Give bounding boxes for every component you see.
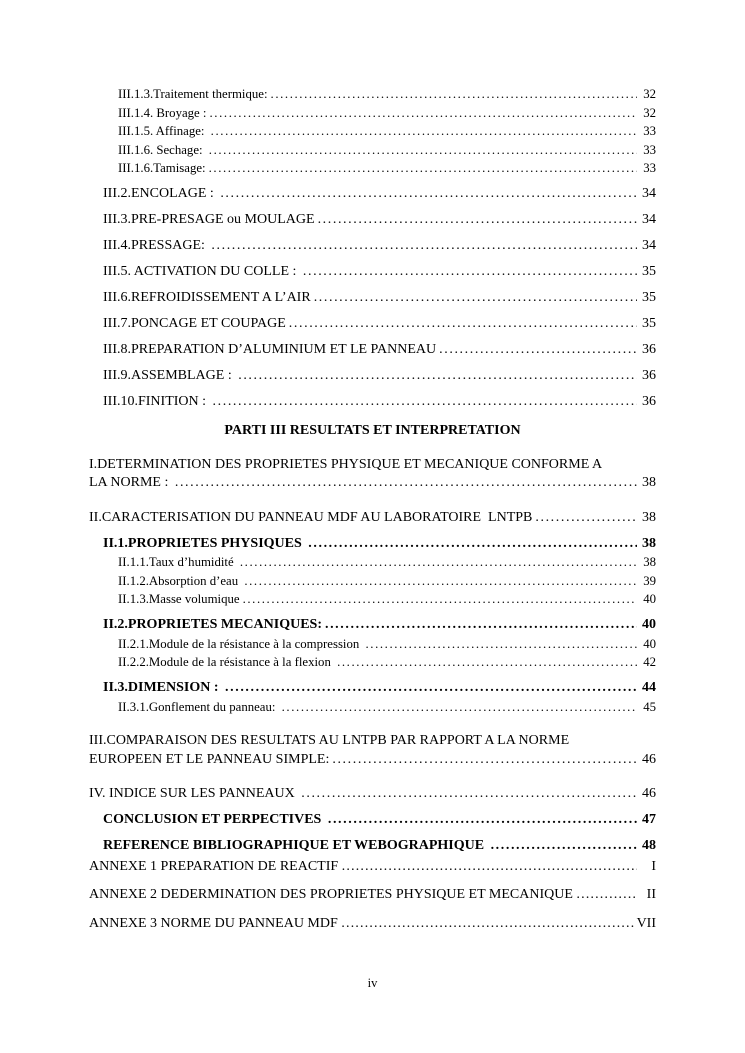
- toc-page-number: 39: [643, 573, 656, 588]
- toc-entry: [89, 393, 656, 412]
- toc-entry: [89, 915, 656, 934]
- toc-entry: [89, 858, 656, 877]
- toc-entry-text: III.10.FINITION :: [103, 394, 210, 409]
- toc-page-number: 40: [642, 617, 656, 632]
- toc-page-number: VII: [636, 915, 656, 931]
- toc-entry: [89, 653, 656, 672]
- toc-entry: [89, 811, 656, 830]
- toc-entry: [89, 85, 656, 104]
- toc-entry: [89, 141, 656, 160]
- toc-entry-text: LA NORME :: [89, 475, 172, 490]
- toc-page-number: 46: [642, 751, 656, 767]
- toc-page-number: 40: [643, 636, 656, 651]
- dot-leader: [365, 635, 637, 654]
- toc-page-number: I: [651, 858, 656, 874]
- toc-entry: [89, 635, 656, 654]
- toc-entry-text: ANNEXE 2 DEDERMINATION DES PROPRIETES PHYSIQUE ET MECANIQUE: [89, 887, 573, 902]
- toc-page-number: 36: [642, 368, 656, 383]
- toc-entry: [89, 263, 656, 282]
- dot-leader: [271, 85, 637, 104]
- toc-entry: [89, 185, 656, 204]
- toc-entry: [89, 456, 656, 493]
- toc-entry-text: III.7.PONCAGE ET COUPAGE: [103, 316, 286, 331]
- toc-entry-text: IV. INDICE SUR LES PANNEAUX: [89, 786, 299, 801]
- toc-entry: [89, 509, 656, 528]
- toc-entry-text: II.2.1.Module de la résistance à la compression: [118, 636, 363, 651]
- toc-entry-text: III.6.REFROIDISSEMENT A L’AIR: [103, 290, 311, 305]
- toc-entry-text: EUROPEEN ET LE PANNEAU SIMPLE:: [89, 751, 330, 767]
- dot-leader: [244, 572, 637, 591]
- toc-page-number: 32: [643, 87, 656, 101]
- dot-leader: [211, 122, 637, 141]
- dot-leader: [220, 185, 637, 204]
- toc-entry: [89, 237, 656, 256]
- toc-entry-text: ANNEXE 1 PREPARATION DE REACTIF: [89, 858, 339, 874]
- toc-page-number: 38: [642, 509, 656, 525]
- toc-page-number: II: [646, 887, 656, 902]
- toc-entry-text: III.1.6. Sechage:: [118, 142, 206, 157]
- toc-entry-text: II.2.PROPRIETES MECANIQUES:: [103, 617, 322, 632]
- dot-leader: [318, 211, 637, 230]
- section-heading: PARTI III RESULTATS ET INTERPRETATION: [224, 422, 521, 438]
- dot-leader: [238, 367, 637, 386]
- toc-entry: [89, 367, 656, 386]
- toc-page-number: 38: [642, 535, 656, 551]
- toc-entry: [89, 837, 656, 856]
- toc-entry: [89, 535, 656, 554]
- toc-entry-text: REFERENCE BIBLIOGRAPHIQUE ET WEBOGRAPHIQUE: [103, 838, 488, 853]
- toc-page-number: 47: [642, 812, 656, 827]
- toc-entry-text: III.3.PRE-PRESAGE ou MOULAGE: [103, 212, 315, 227]
- toc-entry-text: III.1.4. Broyage :: [118, 105, 207, 120]
- toc-page-number: 33: [643, 124, 656, 138]
- toc-entry-text: CONCLUSION ET PERPECTIVES: [103, 812, 325, 827]
- dot-leader: [213, 393, 637, 412]
- toc-entry-text: II.3.1.Gonflement du panneau:: [118, 699, 279, 714]
- dot-leader: [332, 751, 637, 770]
- toc-entry-text: ANNEXE 3 NORME DU PANNEAU MDF: [89, 915, 338, 931]
- toc-page-number: 46: [642, 786, 656, 801]
- toc-entry: [89, 315, 656, 334]
- dot-leader: [314, 289, 637, 308]
- toc-entry-text: III.1.6.Tamisage:: [118, 161, 206, 175]
- toc-entry-text: II.1.3.Masse volumique: [118, 592, 240, 606]
- dot-leader: [225, 679, 637, 698]
- toc-entry-text: III.8.PREPARATION D’ALUMINIUM ET LE PANNEAU: [103, 342, 437, 357]
- toc-entry-text: III.COMPARAISON DES RESULTATS AU LNTPB PAR RAPPORT A LA NORME: [89, 733, 570, 748]
- toc-page-number: 35: [642, 290, 656, 305]
- toc-page-number: 32: [643, 105, 656, 120]
- page-number-footer: iv: [367, 976, 378, 990]
- toc-entry-text: II.1.PROPRIETES PHYSIQUES: [103, 535, 306, 551]
- toc-page-number: 34: [642, 186, 656, 201]
- toc-entry-text: III.9.ASSEMBLAGE :: [103, 368, 236, 383]
- dot-leader: [325, 616, 637, 635]
- toc-entry-text: II.3.DIMENSION :: [103, 680, 223, 695]
- toc-page-number: 44: [642, 680, 656, 695]
- toc-page-number: 48: [642, 838, 656, 853]
- toc-page-number: 40: [643, 592, 656, 606]
- toc-entry: [89, 289, 656, 308]
- toc-page-number: 35: [642, 264, 656, 279]
- dot-leader: [328, 811, 637, 830]
- toc-entry: [89, 698, 656, 717]
- dot-leader: [301, 785, 637, 804]
- dot-leader: [243, 590, 637, 609]
- toc-entry-text: II.2.2.Module de la résistance à la flexion: [118, 655, 335, 669]
- dot-leader: [308, 535, 637, 554]
- toc-entry-text: II.1.2.Absorption d’eau: [118, 573, 242, 588]
- toc-entry-text: I.DETERMINATION DES PROPRIETES PHYSIQUE ET MECANIQUE CONFORME A: [89, 456, 603, 472]
- toc-page-number: 42: [643, 655, 656, 669]
- dot-leader: [175, 474, 637, 493]
- toc-page-number: 33: [643, 142, 656, 157]
- toc-entry: [89, 785, 656, 804]
- dot-leader: [337, 653, 637, 672]
- dot-leader: [576, 886, 637, 905]
- toc-entry-text: III.1.3.Traitement thermique:: [118, 87, 268, 101]
- dot-leader: [491, 837, 637, 856]
- toc-page-number: 45: [643, 699, 656, 714]
- toc-entry: [89, 572, 656, 591]
- dot-leader: [209, 159, 637, 178]
- dot-leader: [289, 315, 637, 334]
- toc-page-number: 33: [643, 161, 656, 175]
- toc-page-number: 34: [642, 212, 656, 227]
- toc-entry: [89, 590, 656, 609]
- toc-page-number: 38: [642, 475, 656, 490]
- toc-page-number: 38: [643, 555, 656, 569]
- toc-entry: [89, 104, 656, 123]
- toc-entry-text: II.CARACTERISATION DU PANNEAU MDF AU LABORATOIRE LNTPB: [89, 509, 533, 525]
- dot-leader: [210, 104, 638, 123]
- toc-entry: [89, 159, 656, 178]
- toc-entry-text: III.4.PRESSAGE:: [103, 238, 209, 253]
- toc-entry: [89, 122, 656, 141]
- dot-leader: [439, 341, 637, 360]
- toc-entry: [89, 211, 656, 230]
- toc-list: [89, 85, 656, 933]
- dot-leader: [209, 141, 637, 160]
- toc-entry: [89, 679, 656, 698]
- toc-entry: [89, 616, 656, 635]
- toc-entry: [89, 732, 656, 769]
- dot-leader: [303, 263, 637, 282]
- toc-entry: [89, 886, 656, 905]
- toc-page-number: 35: [642, 316, 656, 331]
- dot-leader: [535, 509, 637, 528]
- toc-page-number: 36: [642, 394, 656, 409]
- dot-leader: [240, 553, 637, 572]
- dot-leader: [341, 858, 637, 877]
- dot-leader: [211, 237, 637, 256]
- toc-entry-text: III.5. ACTIVATION DU COLLE :: [103, 264, 300, 279]
- toc-entry-text: II.1.1.Taux d’humidité: [118, 555, 237, 569]
- dot-leader: [282, 698, 637, 717]
- toc-entry-text: III.1.5. Affinage:: [118, 124, 208, 138]
- dot-leader: [341, 915, 634, 934]
- toc-entry-text: III.2.ENCOLAGE :: [103, 186, 218, 201]
- toc-page-number: 36: [642, 342, 656, 357]
- toc-entry: [89, 341, 656, 360]
- toc-entry: [89, 553, 656, 572]
- toc-page-number: 34: [642, 238, 656, 253]
